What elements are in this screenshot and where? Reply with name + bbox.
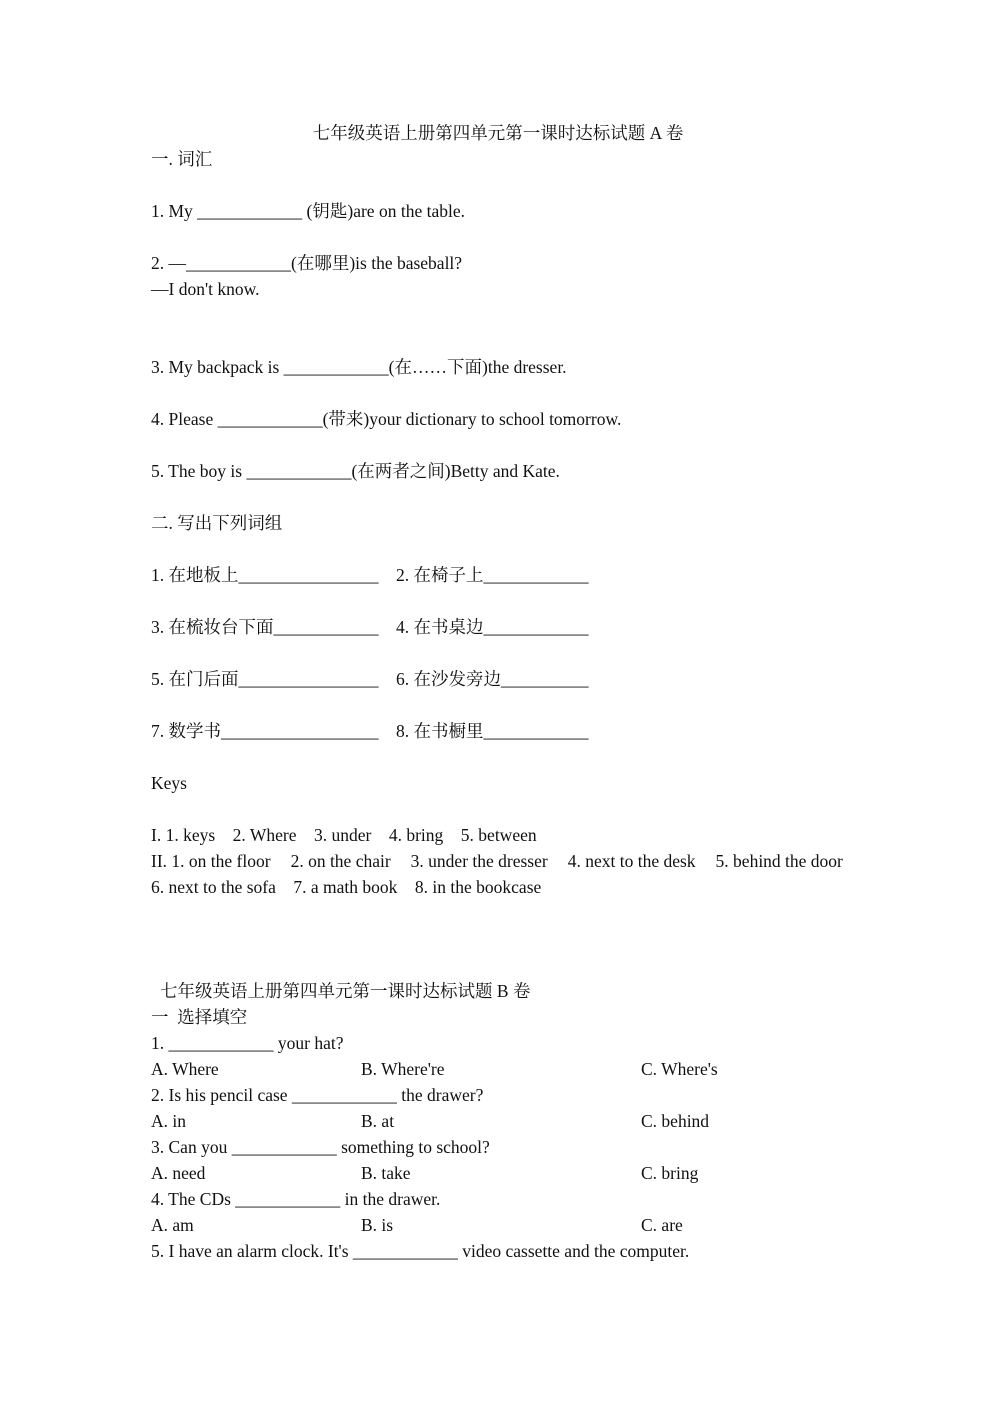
option-a: A. in <box>151 1111 186 1131</box>
vocab-item-3: 3. My backpack is ____________(在……下面)the dresser. <box>151 357 567 377</box>
choice-question-3: 3. Can you ____________ something to school? <box>151 1137 490 1157</box>
key-item: II. 1. on the floor <box>151 851 271 871</box>
keys-heading: Keys <box>151 773 187 793</box>
choice-question-5: 5. I have an alarm clock. It's ____________ video cassette and the computer. <box>151 1241 690 1261</box>
phrase-item-7: 7. 数学书__________________ <box>151 721 379 741</box>
key-item: 3. under <box>313 825 372 845</box>
section-heading-choice: 一 选择填空 <box>151 1007 248 1027</box>
section-heading-vocab: 一. 词汇 <box>151 149 213 169</box>
option-c: C. bring <box>641 1163 699 1183</box>
key-item: I. 1. keys <box>151 825 216 845</box>
phrase-item-4: 4. 在书桌边____________ <box>396 617 589 637</box>
phrase-item-8: 8. 在书橱里____________ <box>396 721 589 741</box>
section-heading-phrases: 二. 写出下列词组 <box>151 513 283 533</box>
key-item: 4. bring <box>388 825 444 845</box>
key-item: 5. between <box>460 825 537 845</box>
phrase-item-1: 1. 在地板上________________ <box>151 565 379 585</box>
choice-question-4: 4. The CDs ____________ in the drawer. <box>151 1189 441 1209</box>
key-item: 2. on the chair <box>290 851 391 871</box>
option-a: A. am <box>151 1215 194 1235</box>
phrase-row-2 <box>151 614 845 640</box>
phrase-item-5: 5. 在门后面________________ <box>151 669 379 689</box>
choice-options-3 <box>151 1160 845 1186</box>
vocab-item-1: 1. My ____________ (钥匙)are on the table. <box>151 201 465 221</box>
paper-a-title: 七年级英语上册第四单元第一课时达标试题 A 卷 <box>312 123 684 143</box>
option-a: A. Where <box>151 1059 219 1079</box>
key-item: 6. next to the sofa <box>151 877 276 897</box>
option-a: A. need <box>151 1163 206 1183</box>
choice-question-2: 2. Is his pencil case ____________ the drawer? <box>151 1085 484 1105</box>
phrase-item-6: 6. 在沙发旁边__________ <box>396 669 589 689</box>
choice-options-2 <box>151 1108 845 1134</box>
phrase-row-1 <box>151 562 845 588</box>
option-c: C. Where's <box>641 1059 718 1079</box>
worksheet-content <box>151 120 845 1264</box>
keys-line-2 <box>151 848 845 874</box>
option-b: B. take <box>361 1163 411 1183</box>
key-item: 7. a math book <box>293 877 398 897</box>
vocab-item-5: 5. The boy is ____________(在两者之间)Betty and Kate. <box>151 461 560 481</box>
choice-options-4 <box>151 1212 845 1238</box>
option-b: B. is <box>361 1215 394 1235</box>
choice-question-1: 1. ____________ your hat? <box>151 1033 344 1053</box>
key-item: 5. behind the door <box>715 851 843 871</box>
phrase-item-3: 3. 在梳妆台下面____________ <box>151 617 379 637</box>
option-c: C. are <box>641 1215 683 1235</box>
option-b: B. Where're <box>361 1059 445 1079</box>
keys-line-3 <box>151 874 845 900</box>
option-b: B. at <box>361 1111 395 1131</box>
choice-options-1 <box>151 1056 845 1082</box>
vocab-item-2-reply: —I don't know. <box>151 279 260 299</box>
key-item: 2. Where <box>232 825 297 845</box>
paper-b-title: 七年级英语上册第四单元第一课时达标试题 B 卷 <box>160 981 531 1001</box>
option-c: C. behind <box>641 1111 710 1131</box>
phrase-row-3 <box>151 666 845 692</box>
phrase-item-2: 2. 在椅子上____________ <box>396 565 589 585</box>
keys-line-1 <box>151 822 845 848</box>
phrase-row-4 <box>151 718 845 744</box>
key-item: 4. next to the desk <box>567 851 696 871</box>
key-item: 8. in the bookcase <box>414 877 542 897</box>
key-item: 3. under the dresser <box>410 851 548 871</box>
vocab-item-4: 4. Please ____________(带来)your dictionary to school tomorrow. <box>151 409 622 429</box>
vocab-item-2: 2. —____________(在哪里)is the baseball? <box>151 253 463 273</box>
